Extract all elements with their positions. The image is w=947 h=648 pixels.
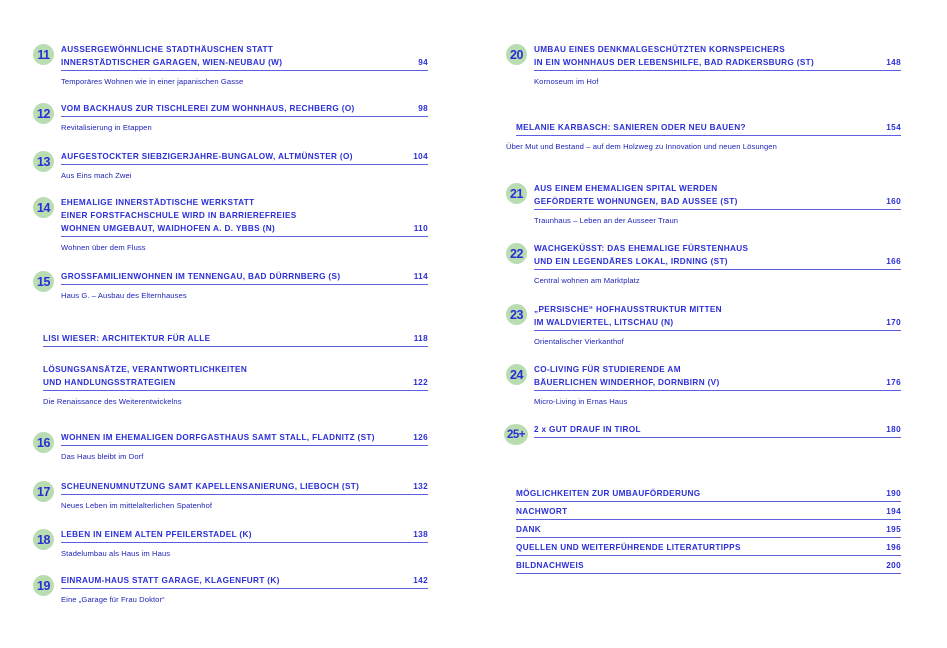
- toc-subtitle: Kornoseum im Hof: [534, 77, 599, 86]
- chapter-number-badge: 18: [33, 529, 54, 550]
- toc-subtitle: Das Haus bleibt im Dorf: [61, 452, 144, 461]
- page-number: 94: [418, 58, 428, 67]
- toc-title-line[interactable]: IM WALDVIERTEL, LITSCHAU (N) 170: [534, 317, 901, 331]
- page-number: 138: [413, 530, 428, 539]
- toc-subtitle: Aus Eins mach Zwei: [61, 171, 132, 180]
- chapter-number-badge: 12: [33, 103, 54, 124]
- toc-subtitle: Temporäres Wohnen wie in einer japanischen Gasse: [61, 77, 244, 86]
- toc-subtitle: Traunhaus – Leben an der Ausseer Traun: [534, 216, 679, 225]
- toc-title-line[interactable]: DANK 195: [516, 524, 901, 538]
- page-number: 200: [886, 561, 901, 570]
- toc-title-line[interactable]: EINRAUM-HAUS STATT GARAGE, KLAGENFURT (K) 142: [61, 575, 428, 589]
- toc-subtitle: Micro-Living in Ernas Haus: [534, 397, 628, 406]
- chapter-number-badge: 20: [506, 44, 527, 65]
- page-number: 166: [886, 257, 901, 266]
- toc-title-line[interactable]: LÖSUNGSANSÄTZE, VERANTWORTLICHKEITEN: [43, 365, 248, 374]
- chapter-number-badge: 14: [33, 197, 54, 218]
- page-number: 170: [886, 318, 901, 327]
- page-number: 194: [886, 507, 901, 516]
- chapter-number-badge: 19: [33, 575, 54, 596]
- toc-title-line[interactable]: BÄUERLICHEN WINDERHOF, DORNBIRN (V) 176: [534, 377, 901, 391]
- page-number: 114: [413, 272, 428, 281]
- toc-title-line[interactable]: GEFÖRDERTE WOHNUNGEN, BAD AUSSEE (ST) 160: [534, 196, 901, 210]
- page-number: 126: [413, 433, 428, 442]
- toc-subtitle: Wohnen über dem Fluss: [61, 243, 146, 252]
- toc-title-line[interactable]: 2 x GUT DRAUF IN TIROL 180: [534, 424, 901, 438]
- page-number: 195: [886, 525, 901, 534]
- toc-subtitle: Die Renaissance des Weiterentwickelns: [43, 397, 182, 406]
- toc-title-line[interactable]: MELANIE KARBASCH: SANIEREN ODER NEU BAUEN? 154: [516, 122, 901, 136]
- page-number: 190: [886, 489, 901, 498]
- toc-title-line[interactable]: SCHEUNENUMNUTZUNG SAMT KAPELLENSANIERUNG, LIEBOCH (ST) 132: [61, 481, 428, 495]
- toc-title-line[interactable]: EHEMALIGE INNERSTÄDTISCHE WERKSTATT: [61, 198, 255, 207]
- toc-title-line[interactable]: EINER FORSTFACHSCHULE WIRD IN BARRIEREFREIES: [61, 211, 297, 220]
- toc-title-line[interactable]: AUSSERGEWÖHNLICHE STADTHÄUSCHEN STATT: [61, 45, 274, 54]
- toc-title-line[interactable]: GROSSFAMILIENWOHNEN IM TENNENGAU, BAD DÜRRNBERG (S) 114: [61, 271, 428, 285]
- page-number: 118: [413, 334, 428, 343]
- toc-title-line[interactable]: WOHNEN UMGEBAUT, WAIDHOFEN A. D. YBBS (N) 110: [61, 223, 428, 237]
- page-number: 98: [418, 104, 428, 113]
- page-number: 176: [886, 378, 901, 387]
- page-number: 180: [886, 425, 901, 434]
- toc-title-line[interactable]: NACHWORT 194: [516, 506, 901, 520]
- toc-title-line[interactable]: WOHNEN IM EHEMALIGEN DORFGASTHAUS SAMT STALL, FLADNITZ (ST) 126: [61, 432, 428, 446]
- toc-subtitle: Central wohnen am Marktplatz: [534, 276, 640, 285]
- page-number: 142: [413, 576, 428, 585]
- toc-title-line[interactable]: CO-LIVING FÜR STUDIERENDE AM: [534, 365, 681, 374]
- chapter-number-badge: 15: [33, 271, 54, 292]
- toc-title-line[interactable]: IN EIN WOHNHAUS DER LEBENSHILFE, BAD RADKERSBURG (ST) 148: [534, 57, 901, 71]
- toc-title-line[interactable]: WACHGEKÜSST: DAS EHEMALIGE FÜRSTENHAUS: [534, 244, 749, 253]
- toc-title-line[interactable]: UMBAU EINES DENKMALGESCHÜTZTEN KORNSPEICHERS: [534, 45, 786, 54]
- chapter-number-badge: 23: [506, 304, 527, 325]
- chapter-number-badge: 21: [506, 183, 527, 204]
- chapter-number-badge: 11: [33, 44, 54, 65]
- toc-title-line[interactable]: LISI WIESER: ARCHITEKTUR FÜR ALLE 118: [43, 333, 428, 347]
- toc-title-line[interactable]: INNERSTÄDTISCHER GARAGEN, WIEN-NEUBAU (W) 94: [61, 57, 428, 71]
- toc-title-line[interactable]: BILDNACHWEIS 200: [516, 560, 901, 574]
- toc-subtitle: Revitalisierung in Etappen: [61, 123, 152, 132]
- toc-title-line[interactable]: QUELLEN UND WEITERFÜHRENDE LITERATURTIPPS 196: [516, 542, 901, 556]
- page-number: 104: [413, 152, 428, 161]
- page-number: 132: [413, 482, 428, 491]
- chapter-number-badge: 24: [506, 364, 527, 385]
- toc-subtitle: Neues Leben im mittelalterlichen Spatenhof: [61, 501, 213, 510]
- page-number: 110: [413, 224, 428, 233]
- chapter-number-badge: 16: [33, 432, 54, 453]
- chapter-number-badge: 22: [506, 243, 527, 264]
- page-number: 154: [886, 123, 901, 132]
- toc-title-line[interactable]: VOM BACKHAUS ZUR TISCHLEREI ZUM WOHNHAUS, RECHBERG (O) 98: [61, 103, 428, 117]
- toc-title-line[interactable]: „PERSISCHE“ HOFHAUSSTRUKTUR MITTEN: [534, 305, 722, 314]
- chapter-number-badge: 13: [33, 151, 54, 172]
- toc-title-line[interactable]: AUS EINEM EHEMALIGEN SPITAL WERDEN: [534, 184, 718, 193]
- toc-title-line[interactable]: LEBEN IN EINEM ALTEN PFEILERSTADEL (K) 138: [61, 529, 428, 543]
- page-number: 160: [886, 197, 901, 206]
- toc-title-line[interactable]: UND HANDLUNGSSTRATEGIEN 122: [43, 377, 428, 391]
- toc-title-line[interactable]: MÖGLICHKEITEN ZUR UMBAUFÖRDERUNG 190: [516, 488, 901, 502]
- chapter-number-badge: 25+: [504, 424, 528, 445]
- toc-subtitle: Eine „Garage für Frau Doktor“: [61, 595, 165, 604]
- page-number: 196: [886, 543, 901, 552]
- toc-title-line[interactable]: AUFGESTOCKTER SIEBZIGERJAHRE-BUNGALOW, ALTMÜNSTER (O) 104: [61, 151, 428, 165]
- page-number: 122: [413, 378, 428, 387]
- toc-subtitle: Haus G. – Ausbau des Elternhauses: [61, 291, 187, 300]
- toc-subtitle: Orientalischer Vierkanthof: [534, 337, 624, 346]
- chapter-number-badge: 17: [33, 481, 54, 502]
- toc-subtitle: Über Mut und Bestand – auf dem Holzweg zu Innovation und neuen Lösungen: [506, 142, 777, 151]
- toc-title-line[interactable]: UND EIN LEGENDÄRES LOKAL, IRDNING (ST) 166: [534, 256, 901, 270]
- toc-subtitle: Stadelumbau als Haus im Haus: [61, 549, 171, 558]
- page-number: 148: [886, 58, 901, 67]
